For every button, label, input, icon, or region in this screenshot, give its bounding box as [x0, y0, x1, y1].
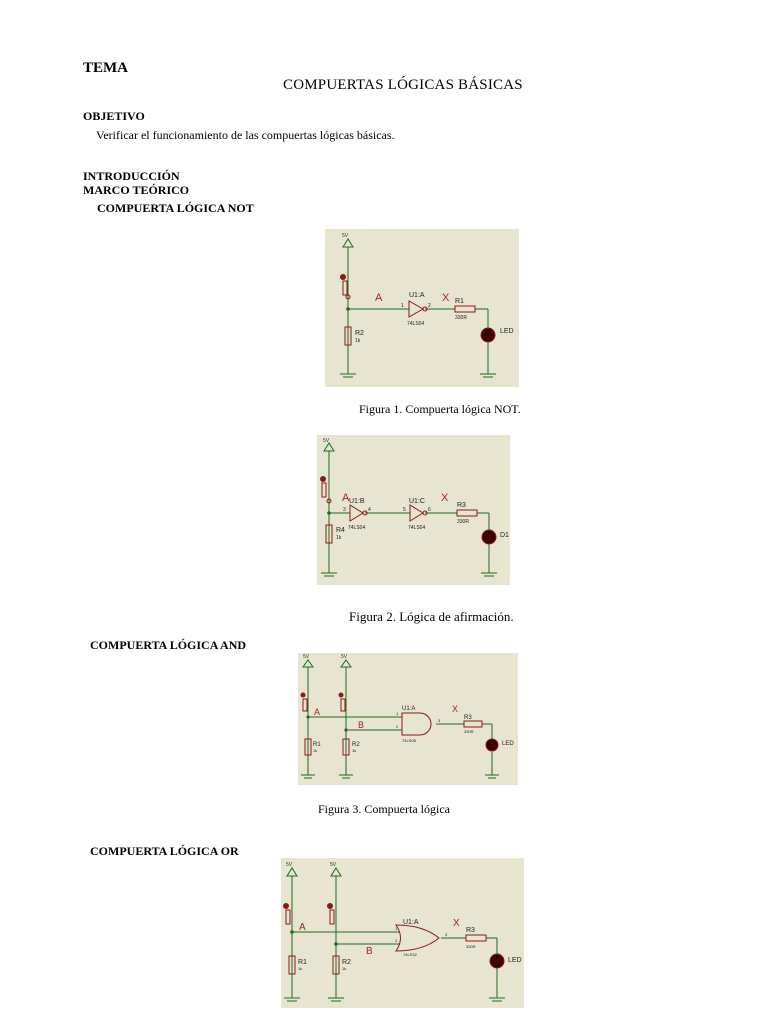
figure-1-caption: Figura 1. Compuerta lógica NOT. — [359, 402, 521, 416]
r-out-value: 330R — [464, 729, 474, 734]
figure-3-caption: Figura 3. Compuerta lógica — [318, 802, 450, 816]
pin-3-label: 5 — [403, 507, 406, 513]
pin-1-label: 3 — [343, 507, 346, 513]
tema-heading: TEMA — [83, 60, 128, 76]
supply1-label: 5V — [303, 654, 310, 660]
marco-heading: MARCO TEÓRICO — [83, 183, 190, 197]
figure-not-circuit — [325, 229, 519, 387]
part-label: 74LS08 — [402, 738, 416, 743]
gate-label: U1:A — [409, 292, 425, 299]
input-label-a: A — [314, 707, 321, 717]
r-out-label: R3 — [464, 715, 472, 721]
r-in-label: R2 — [355, 330, 364, 337]
pin-1-label: 1 — [396, 711, 399, 716]
part-label: 74LS04 — [407, 321, 425, 327]
input-label-a: A — [299, 922, 306, 933]
pin-3-label: 3 — [445, 932, 448, 937]
r1-value: 1k — [313, 748, 318, 753]
r-in-value: 1k — [336, 535, 342, 541]
introduccion-heading: INTRODUCCIÓN — [83, 169, 180, 183]
r1-label: R1 — [313, 742, 321, 748]
figure-or-circuit — [281, 858, 524, 1008]
supply2-label: 5V — [341, 654, 348, 660]
output-label-x: X — [452, 704, 459, 714]
part1-label: 74LS04 — [348, 525, 366, 531]
led-label: LED — [508, 957, 522, 964]
r2-label: R2 — [352, 742, 360, 748]
r1-value: 1k — [298, 966, 303, 971]
gate1-label: U1:B — [349, 498, 365, 505]
output-label-x: X — [453, 918, 460, 929]
input-label-b: B — [358, 720, 365, 730]
input-label-a: A — [375, 292, 383, 304]
r-out-value: 330R — [457, 519, 469, 525]
r1-label: R1 — [298, 959, 307, 966]
r-out-value: 330R — [455, 315, 467, 321]
supply-label: 5V — [323, 438, 330, 444]
r2-value: 1k — [352, 748, 357, 753]
section-not-heading: COMPUERTA LÓGICA NOT — [97, 201, 254, 215]
r2-value: 1k — [342, 966, 347, 971]
r-out-label: R1 — [455, 298, 464, 305]
section-or-heading: COMPUERTA LÓGICA OR — [90, 844, 239, 858]
r-out-label: R3 — [457, 502, 466, 509]
led-label: D1 — [500, 532, 509, 539]
r-out-value: 330R — [466, 944, 476, 949]
gate-label: U1:A — [402, 706, 416, 712]
pin-2-label: 2 — [396, 724, 399, 729]
section-and-heading: COMPUERTA LÓGICA AND — [90, 638, 247, 652]
figure-and-circuit — [298, 653, 518, 785]
r-in-label: R4 — [336, 527, 345, 534]
figure-2-caption: Figura 2. Lógica de afirmación. — [349, 609, 514, 624]
output-label-x: X — [441, 492, 449, 504]
r-in-value: 1k — [355, 338, 361, 344]
document-title: COMPUERTAS LÓGICAS BÁSICAS — [283, 77, 523, 93]
part2-label: 74LS04 — [408, 525, 426, 531]
pin-3-label: 3 — [438, 718, 441, 723]
figure-affirmation-circuit — [317, 435, 510, 585]
objetivo-text: Verificar el funcionamiento de las compuertas lógicas básicas. — [96, 128, 395, 142]
pin-out-label: 2 — [428, 303, 431, 309]
supply1-label: 5V — [286, 862, 293, 868]
supply2-label: 5V — [330, 862, 337, 868]
pin-4-label: 6 — [428, 507, 431, 513]
gate-label: U1:A — [403, 919, 419, 926]
pin-in-label: 1 — [401, 303, 404, 309]
objetivo-heading: OBJETIVO — [83, 109, 145, 123]
supply-label: 5V — [342, 233, 349, 239]
input-label-a: A — [342, 492, 350, 504]
r2-label: R2 — [342, 959, 351, 966]
output-label-x: X — [442, 292, 450, 304]
led-label: LED — [500, 328, 514, 335]
pin-2-label: 2 — [395, 938, 398, 943]
r-out-label: R3 — [466, 927, 475, 934]
gate2-label: U1:C — [409, 498, 425, 505]
part-label: 74LS32 — [403, 952, 417, 957]
pin-1-label: 1 — [395, 926, 398, 931]
input-label-b: B — [366, 946, 373, 957]
pin-2-label: 4 — [368, 507, 371, 513]
led-label: LED — [502, 741, 514, 747]
